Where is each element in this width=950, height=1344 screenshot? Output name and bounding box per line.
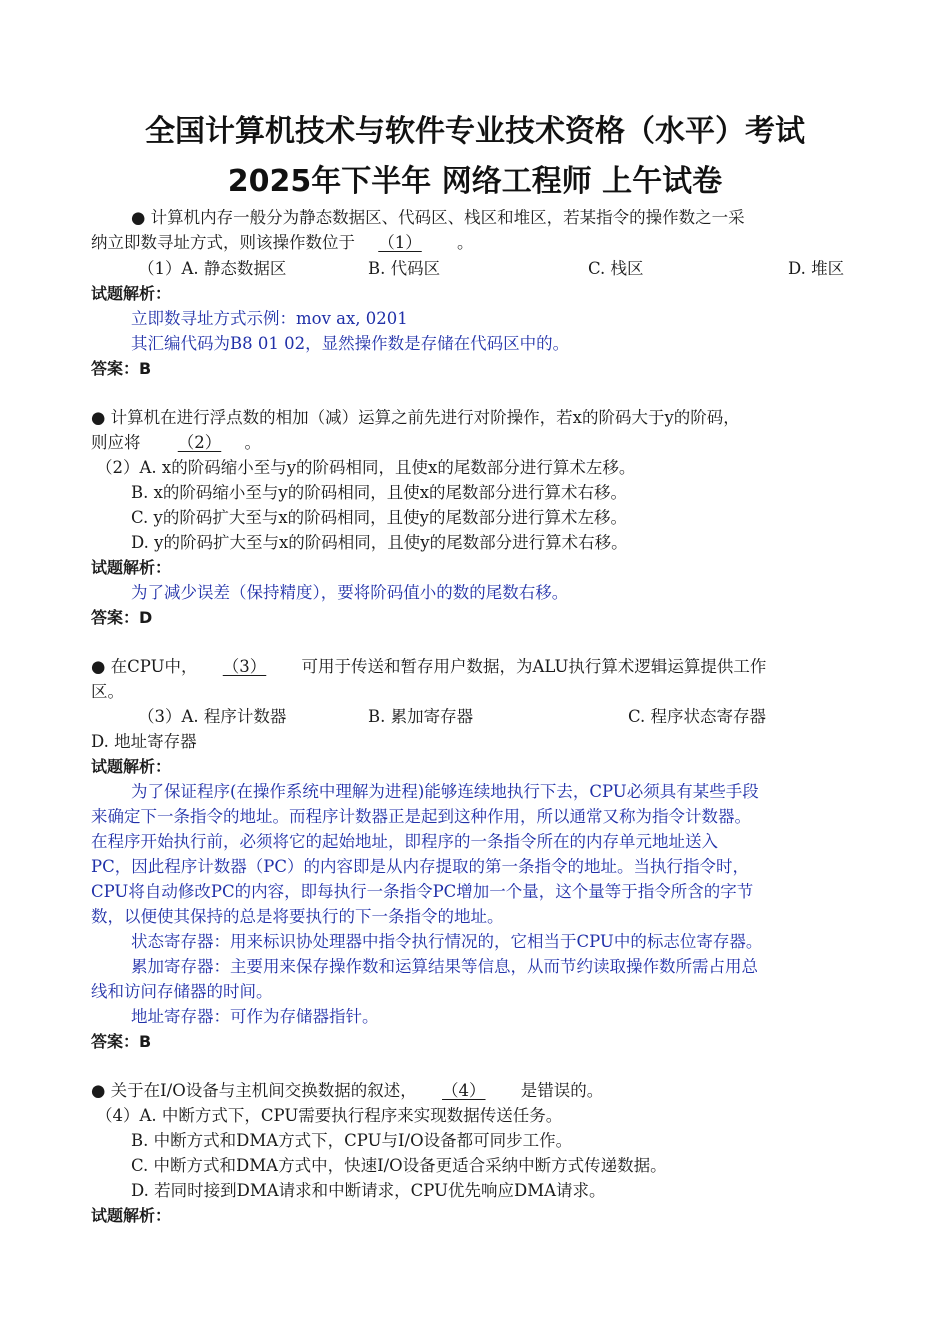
question-2-analysis-label: 试题解析： — [91, 558, 172, 577]
question-4-option-c: C. 中断方式和DMA方式中，快速I/O设备更适合采纳中断方式传递数据。 — [131, 1156, 667, 1175]
question-3-analysis-line: PC，因此程序计数器（PC）的内容即是从内存提取的第一条指令的地址。当执行指令时， — [91, 857, 749, 876]
bullet-icon: ● — [131, 208, 146, 227]
question-3-analysis-line: 为了保证程序(在操作系统中理解为进程)能够连续地执行下去，CPU必须具有某些手段 — [131, 782, 759, 801]
question-4-option-a: （4）A. 中断方式下，CPU需要执行程序来实现数据传送任务。 — [96, 1106, 563, 1125]
question-1-analysis-label: 试题解析： — [91, 284, 172, 303]
question-3-analysis-line: 地址寄存器：可作为存储器指针。 — [131, 1007, 379, 1026]
question-2-blank: （2） — [177, 433, 222, 452]
question-1-option-c: C. 栈区 — [588, 259, 644, 278]
question-1-option-b: B. 代码区 — [368, 259, 441, 278]
question-3-stem-line2: 区。 — [91, 682, 124, 701]
question-1-option-d: D. 堆区 — [788, 259, 845, 278]
question-3-analysis-label: 试题解析： — [91, 757, 172, 776]
bullet-icon: ● — [91, 1081, 106, 1100]
question-1-stem-line2: 纳立即数寻址方式，则该操作数位于 （1） 。 — [91, 230, 474, 255]
exam-subtitle: 2025年下半年 网络工程师 上午试卷 — [227, 164, 723, 199]
question-3-option-b: B. 累加寄存器 — [368, 707, 474, 726]
question-2-option-b: B. x的阶码缩小至与y的阶码相同，且使x的尾数部分进行算术右移。 — [131, 483, 628, 502]
question-2-stem-line2: 则应将 （2） 。 — [91, 430, 261, 455]
question-4-option-b: B. 中断方式和DMA方式下，CPU与I/O设备都可同步工作。 — [131, 1131, 573, 1150]
question-1-blank: （1） — [378, 233, 422, 252]
bullet-icon: ● — [91, 657, 106, 676]
question-3-analysis-line: 在程序开始执行前，必须将它的起始地址，即程序的一条指令所在的内存单元地址送入 — [91, 832, 718, 851]
question-3-answer: 答案：B — [91, 1032, 152, 1051]
question-3-analysis-line: 来确定下一条指令的地址。而程序计数器正是起到这种作用，所以通常又称为指令计数器。 — [91, 807, 751, 826]
question-3-stem-line1: ● 在CPU中， （3） 可用于传送和暂存用户数据，为ALU执行算术逻辑运算提供工作 — [91, 654, 766, 679]
question-1-stem-line1: ● 计算机内存一般分为静态数据区、代码区、栈区和堆区，若某指令的操作数之一采 — [131, 208, 745, 227]
question-2-option-c: C. y的阶码扩大至与x的阶码相同，且使y的尾数部分进行算术左移。 — [131, 508, 627, 527]
question-2-option-a: （2）A. x的阶码缩小至与y的阶码相同，且使x的尾数部分进行算术左移。 — [96, 458, 636, 477]
question-1-option-a: （1）A. 静态数据区 — [138, 259, 287, 278]
question-1-answer: 答案：B — [91, 359, 152, 378]
question-1-analysis-line: 其汇编代码为B8 01 02，显然操作数是存储在代码区中的。 — [131, 334, 570, 353]
question-4-stem-line1: ● 关于在I/O设备与主机间交换数据的叙述， （4） 是错误的。 — [91, 1078, 603, 1103]
question-3-option-d: D. 地址寄存器 — [91, 732, 197, 751]
question-3-analysis-line: CPU将自动修改PC的内容，即每执行一条指令PC增加一个量，这个量等于指令所含的字节 — [91, 882, 754, 901]
exam-title: 全国计算机技术与软件专业技术资格（水平）考试 — [145, 114, 805, 149]
question-2-stem-line1: ● 计算机在进行浮点数的相加（减）运算之前先进行对阶操作，若x的阶码大于y的阶码， — [91, 408, 740, 427]
question-3-analysis-line: 数，以便使其保持的总是将要执行的下一条指令的地址。 — [91, 907, 504, 926]
question-3-analysis-line: 线和访问存储器的时间。 — [91, 982, 273, 1001]
question-3-option-a: （3）A. 程序计数器 — [138, 707, 287, 726]
question-4-option-d: D. 若同时接到DMA请求和中断请求，CPU优先响应DMA请求。 — [131, 1181, 606, 1200]
question-2-answer: 答案：D — [91, 608, 153, 627]
question-2-analysis-line: 为了减少误差（保持精度），要将阶码值小的数的尾数右移。 — [131, 583, 569, 602]
bullet-icon: ● — [91, 408, 106, 427]
question-3-option-c: C. 程序状态寄存器 — [628, 707, 767, 726]
question-3-blank: （3） — [222, 657, 267, 676]
question-2-option-d: D. y的阶码扩大至与x的阶码相同，且使y的尾数部分进行算术右移。 — [131, 533, 628, 552]
question-3-analysis-line: 累加寄存器：主要用来保存操作数和运算结果等信息，从而节约读取操作数所需占用总 — [131, 957, 758, 976]
question-4-blank: （4） — [442, 1081, 486, 1100]
question-3-analysis-line: 状态寄存器：用来标识协处理器中指令执行情况的，它相当于CPU中的标志位寄存器。 — [131, 932, 763, 951]
question-4-analysis-label: 试题解析： — [91, 1206, 172, 1225]
question-1-analysis-line: 立即数寻址方式示例：mov ax, 0201 — [131, 309, 408, 328]
